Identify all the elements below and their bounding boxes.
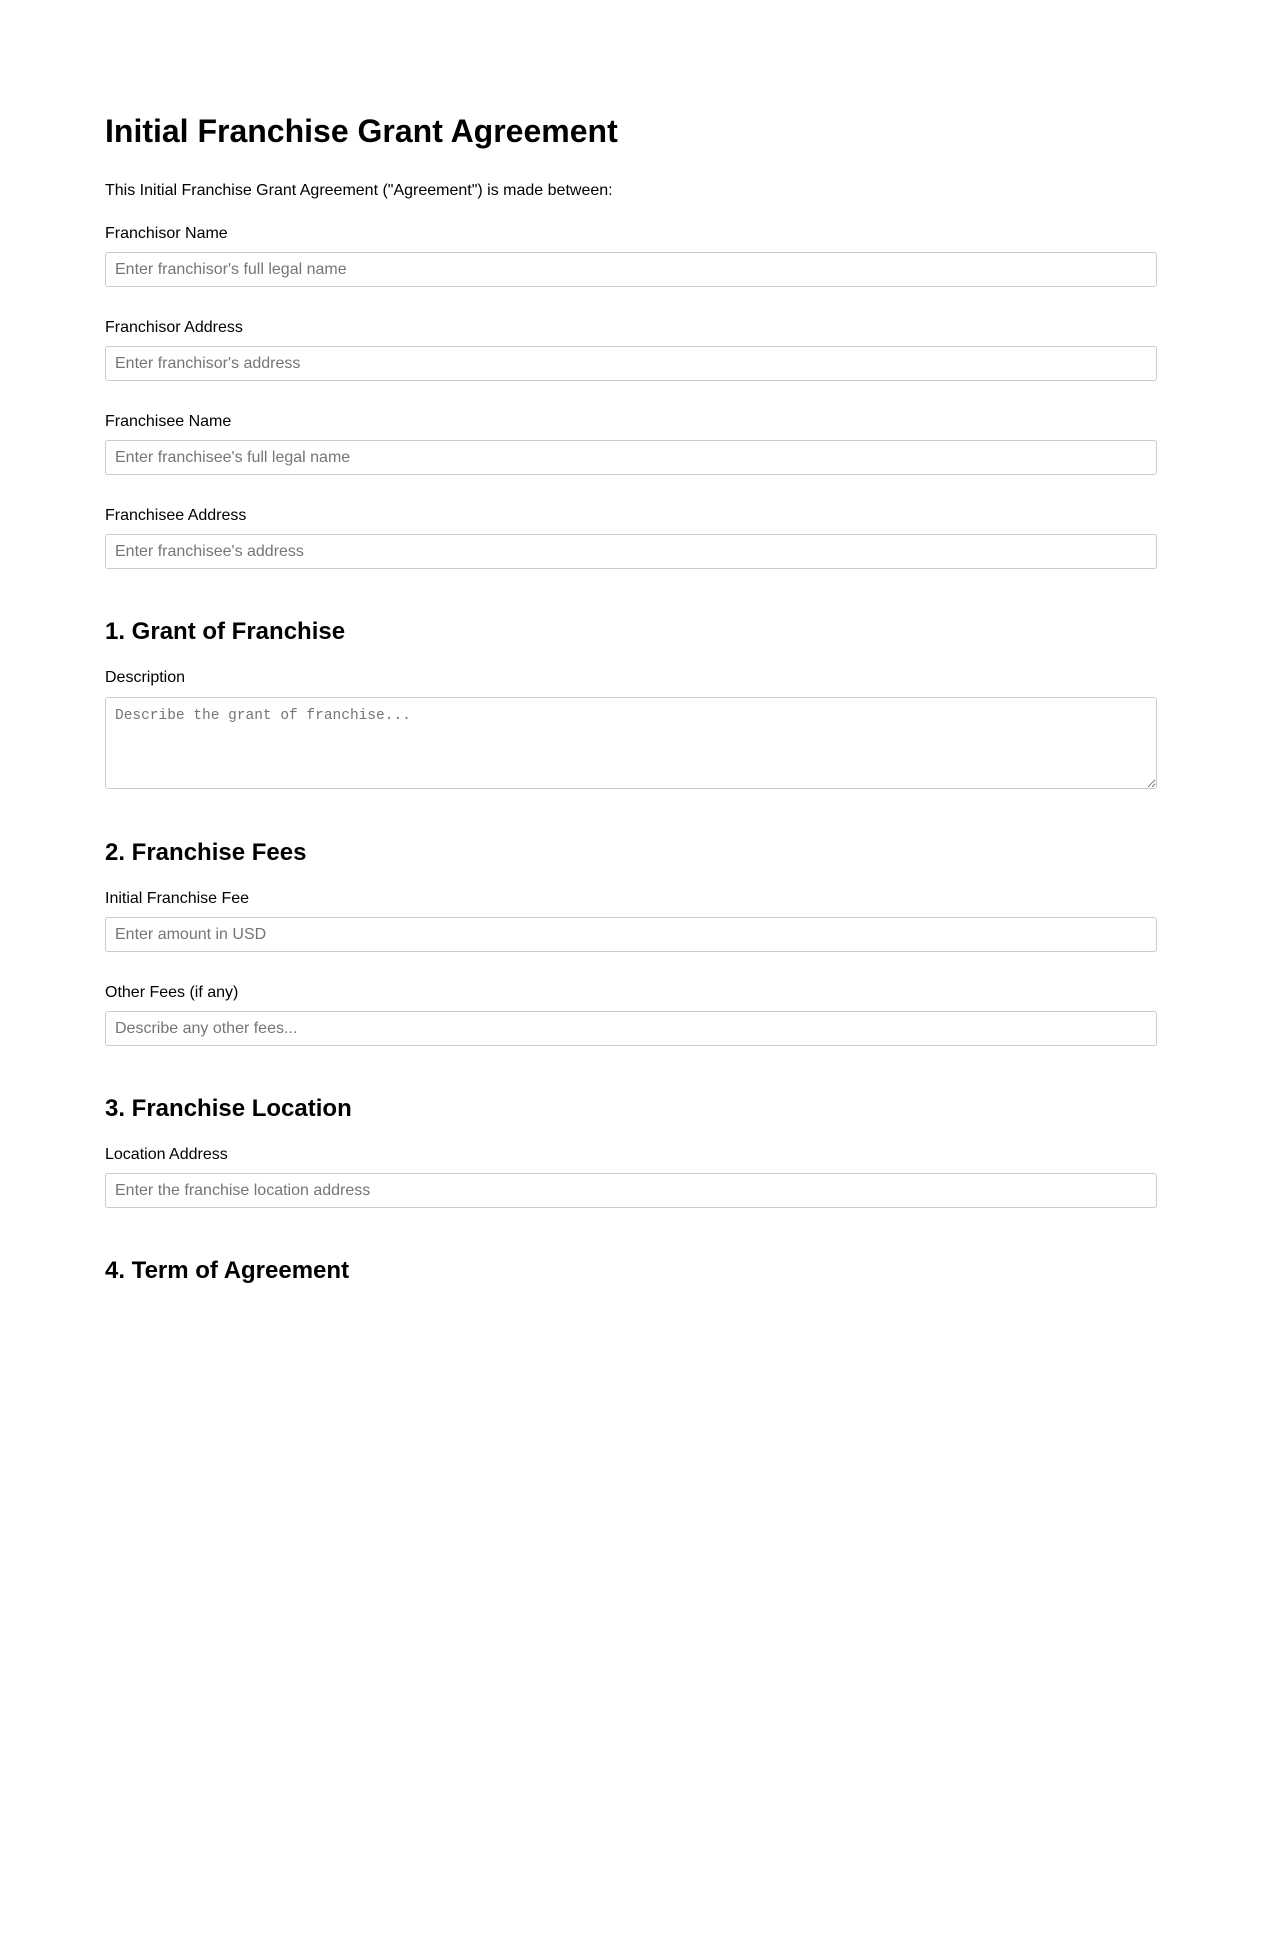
- section-franchise-location: [105, 1095, 1157, 1208]
- initial-fee-input[interactable]: [105, 917, 1157, 952]
- initial-fee-label: Initial Franchise Fee: [105, 890, 250, 907]
- description-label: Description: [105, 669, 186, 686]
- franchisee-name-label: Franchisee Name: [105, 413, 232, 430]
- location-address-group: [105, 1146, 1157, 1208]
- section-title-fees: 2. Franchise Fees: [105, 839, 307, 866]
- franchisor-name-group: [105, 225, 1157, 287]
- franchisee-address-group: [105, 507, 1157, 569]
- other-fees-input[interactable]: [105, 1011, 1157, 1046]
- other-fees-label: Other Fees (if any): [105, 984, 239, 1001]
- franchisee-address-label: Franchisee Address: [105, 507, 247, 524]
- franchisor-address-label: Franchisor Address: [105, 319, 243, 336]
- franchisor-address-group: [105, 319, 1157, 381]
- other-fees-group: [105, 984, 1157, 1046]
- page-title: Initial Franchise Grant Agreement: [105, 113, 618, 149]
- section-franchise-fees: [105, 839, 1157, 1046]
- location-address-label: Location Address: [105, 1146, 228, 1163]
- franchisee-name-group: [105, 413, 1157, 475]
- section-title-term: 4. Term of Agreement: [105, 1257, 350, 1284]
- description-textarea[interactable]: [105, 697, 1157, 789]
- intro-text: This Initial Franchise Grant Agreement ("Agreement") is made between:: [105, 182, 613, 199]
- franchisor-address-input[interactable]: [105, 346, 1157, 381]
- section-grant-of-franchise: [105, 618, 1157, 789]
- section-term-of-agreement: [105, 1257, 1157, 1285]
- initial-fee-group: [105, 890, 1157, 952]
- location-address-input[interactable]: [105, 1173, 1157, 1208]
- franchisor-name-input[interactable]: [105, 252, 1157, 287]
- franchisee-name-input[interactable]: [105, 440, 1157, 475]
- section-title-grant: 1. Grant of Franchise: [105, 618, 346, 645]
- franchisee-address-input[interactable]: [105, 534, 1157, 569]
- section-title-location: 3. Franchise Location: [105, 1095, 352, 1122]
- franchisor-name-label: Franchisor Name: [105, 225, 228, 242]
- description-group: [105, 669, 1157, 789]
